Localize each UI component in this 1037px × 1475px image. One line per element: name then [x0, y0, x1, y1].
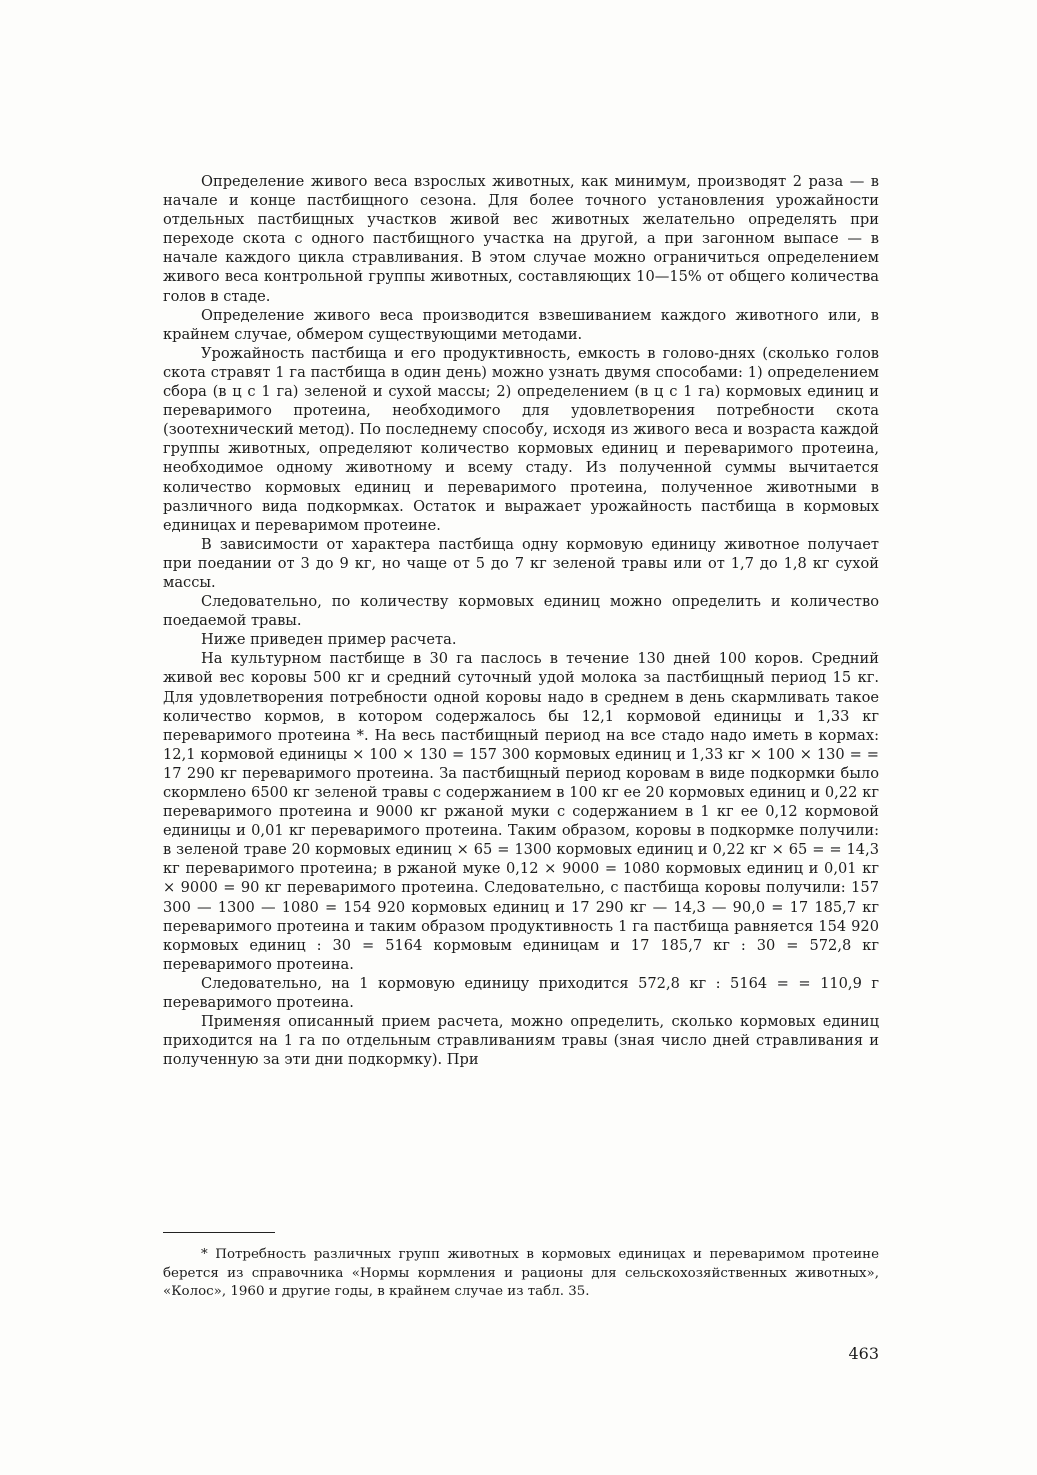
page-number: 463 [848, 1344, 879, 1363]
footnote-text: * Потребность различных групп животных в кормовых единицах и переваримом протеине берется из справочника «Нормы кормления и рационы для сельскохозяйственных животных», «Колос», 1960 и другие годы, в крайнем случае из табл. 35. [163, 1247, 879, 1300]
main-text [163, 172, 879, 1069]
paragraph-example-intro: Ниже приведен пример расчета. [201, 631, 457, 649]
paragraph-live-weight-timing: Определение живого веса взрослых животных, как минимум, производят 2 раза — в начале и конце пастбищного сезона. Для более точного установления урожайности отдельных пастбищных участков живой вес животных желательно определять при переходе скота с одного пастбищного участка на другой, а при загонном выпасе — в начале каждого цикла стравливания. В этом случае можно ограничиться определением живого веса контрольной группы животных, составляющих 10—15% от общего количества голов в стаде. [163, 173, 879, 305]
paragraph-grass-amount: Следовательно, по количеству кормовых единиц можно определить и количество поедаемой травы. [163, 593, 879, 630]
paragraph-method-application: Применяя описанный прием расчета, можно определить, сколько кормовых единиц приходится на 1 га по отдельным стравливаниям травы (зная число дней стравливания и полученную за эти дни подкормку). При [163, 1013, 879, 1069]
paragraph-protein-per-unit: Следовательно, на 1 кормовую единицу приходится 572,8 кг : 5164 = = 110,9 г переваримого протеина. [163, 974, 879, 1012]
footnote [163, 1246, 879, 1302]
paragraph-weighing-method: Определение живого веса производится взвешиванием каждого животного или, в крайнем случае, обмером существующими методами. [163, 306, 879, 343]
paragraph-feed-unit-intake: В зависимости от характера пастбища одну кормовую единицу животное получает при поедании от 3 до 9 кг, но чаще от 5 до 7 кг зеленой травы или от 1,7 до 1,8 кг сухой массы. [163, 535, 879, 591]
footnote-divider [163, 1232, 275, 1233]
paragraph-calculation-example: На культурном пастбище в 30 га паслось в течение 130 дней 100 коров. Средний живой вес коровы 500 кг и средний суточный удой молока за пастбищный период 15 кг. Для удовлетворения потребности одной коровы надо в среднем в день скармливать такое количество кормов, в котором содержалось бы 12,1 кормовой единицы и 1,33 кг переваримого протеина *. На весь пастбищный период на все стадо надо иметь в кормах: 12,1 кормовой единицы × 100 × 130 = 157 300 кормовых единиц и 1,33 кг × 100 × 130 = = 17 290 кг переваримого протеина. За пастбищный период коровам в виде подкормки было скормлено 6500 кг зеленой травы с содержанием в 100 кг ее 20 кормовых единиц и 0,22 кг переваримого протеина и 9000 кг ржаной муки с содержанием в 1 кг ее 0,12 кормовой единицы и 0,01 кг переваримого протеина. Таким образом, коровы в подкормке получили: в зеленой траве 20 кормовых единиц × 65 = 1300 кормовых единиц и 0,22 кг × 65 = = 14,3 кг переваримого протеина; в ржаной муке 0,12 × 9000 = 1080 кормовых единиц и 0,01 кг × 9000 = 90 кг переваримого протеина. Следовательно, с пастбища коровы получили: 157 300 — 1300 — 1080 = 154 920 кормовых единиц и 17 290 кг — 14,3 — 90,0 = 17 185,7 кг переваримого протеина и таким образом продуктивность 1 га пастбища равняется 154 920 кормовых единиц : 30 = 5164 кормовым единицам и 17 185,7 кг : 30 = 572,8 кг переваримого протеина. [163, 650, 879, 973]
paragraph-pasture-yield-methods: Урожайность пастбища и его продуктивность, емкость в голово-днях (сколько голов скота стравят 1 га пастбища в один день) можно узнать двумя способами: 1) определением сбора (в ц с 1 га) зеленой и сухой массы; 2) определением (в ц с 1 га) кормовых единиц и переваримого протеина, необходимого для удовлетворения потребности скота (зоотехнический метод). По последнему способу, исходя из живого веса и возраста каждой группы животных, определяют количество кормовых единиц и переваримого протеина, необходимое одному животному и всему стаду. Из полученной суммы вычитается количество кормовых единиц и переваримого протеина, полученное животными в различного вида подкормках. Остаток и выражает урожайность пастбища в кормовых единицах и переваримом протеине. [163, 344, 879, 534]
